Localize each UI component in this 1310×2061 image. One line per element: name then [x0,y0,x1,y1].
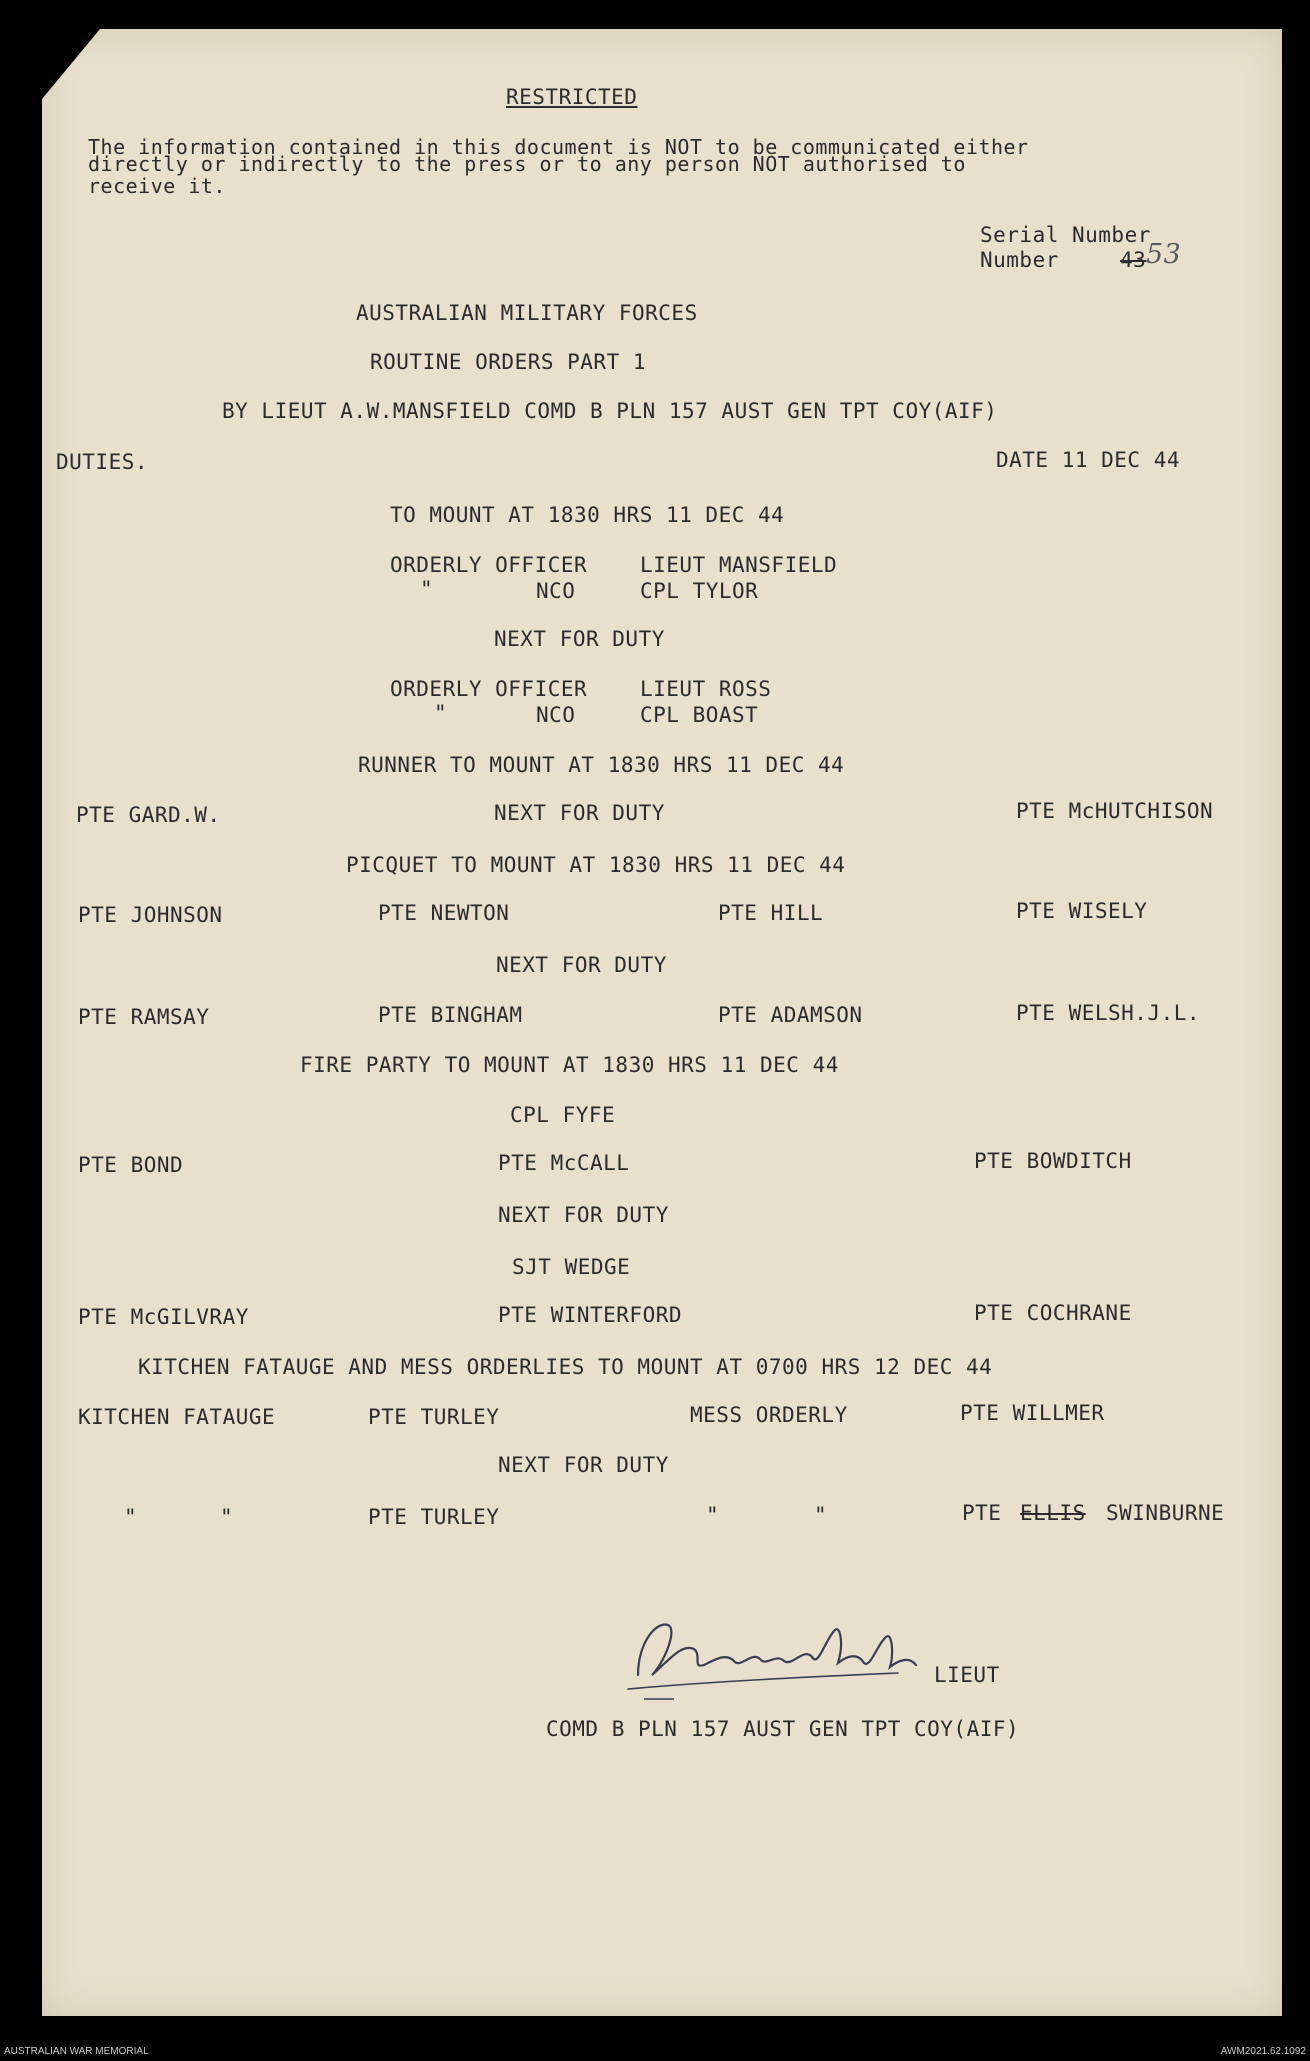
next-orderly-officer-name: LIEUT ROSS [640,677,772,701]
picquet-member: PTE WISELY [1016,899,1148,923]
footer-right: AWM2021.62.1092 [1220,2046,1306,2057]
handwritten-signature [608,1603,958,1703]
fire-party-member: PTE BOND [78,1153,184,1177]
next-mess-struck-name: ELLIS [1020,1501,1086,1525]
kitchen-fatauge-label: KITCHEN FATAUGE [78,1405,276,1429]
picquet-member: PTE JOHNSON [78,903,223,927]
orderly-officer-name: LIEUT MANSFIELD [640,553,838,577]
fire-party-next-member: PTE McGILVRAY [78,1305,249,1329]
serial-struck-value: 43 [1120,248,1147,272]
picquet-member: PTE NEWTON [378,901,510,925]
fire-party-next-member: PTE COCHRANE [974,1301,1132,1325]
mess-orderly-label: MESS ORDERLY [690,1403,848,1427]
picquet-next-member: PTE RAMSAY [78,1005,210,1029]
fire-party-member: PTE BOWDITCH [974,1149,1132,1173]
picquet-next-member: PTE WELSH.J.L. [1016,1001,1201,1025]
nco-name: CPL TYLOR [640,579,759,603]
ditto-mark: " [420,577,434,601]
kitchen-heading: KITCHEN FATAUGE AND MESS ORDERLIES TO MOUNT AT 0700 HRS 12 DEC 44 [138,1355,993,1379]
kitchen-fatauge-name: PTE TURLEY [368,1405,500,1429]
runner-next-label: NEXT FOR DUTY [494,801,665,825]
next-mess-prefix: PTE [962,1501,1002,1525]
kitchen-next-fatauge-name: PTE TURLEY [368,1505,500,1529]
notice-line-1: The information contained in this document is NOT to be communicated either [88,135,1029,159]
kitchen-ditto: " [124,1505,138,1529]
notice-line-2: directly or indirectly to the press or to any person NOT authorised to [88,152,966,176]
runner-heading: RUNNER TO MOUNT AT 1830 HRS 11 DEC 44 [358,753,845,777]
folded-corner [42,29,100,99]
picquet-next-member: PTE ADAMSON [718,1003,863,1027]
picquet-member: PTE HILL [718,901,824,925]
picquet-next-label: NEXT FOR DUTY [496,953,667,977]
document-sheet [42,29,1282,2016]
mount-line: TO MOUNT AT 1830 HRS 11 DEC 44 [390,503,785,527]
number-label: Number [980,248,1059,272]
footer-left: AUSTRALIAN WAR MEMORIAL [4,2046,149,2057]
next-orderly-officer-label: ORDERLY OFFICER [390,677,588,701]
title-line-2: ROUTINE ORDERS PART 1 [370,350,647,374]
mess-ditto: " [814,1503,828,1527]
fire-party-next-member: PTE WINTERFORD [498,1303,683,1327]
kitchen-ditto: " [220,1505,234,1529]
restricted-heading: RESTRICTED [506,85,638,109]
notice-line-3: receive it. [88,174,226,198]
nco-label: NCO [536,579,576,603]
fire-party-next-label: NEXT FOR DUTY [498,1203,669,1227]
next-mess-name: SWINBURNE [1106,1501,1225,1525]
next-ditto-mark: " [434,701,448,725]
duties-label: DUTIES. [56,450,149,474]
fire-party-member: PTE McCALL [498,1151,630,1175]
orderly-officer-label: ORDERLY OFFICER [390,553,588,577]
mess-orderly-name: PTE WILLMER [960,1401,1105,1425]
serial-handwritten-value: 53 [1146,239,1182,270]
next-for-duty-1: NEXT FOR DUTY [494,627,665,651]
fire-party-heading: FIRE PARTY TO MOUNT AT 1830 HRS 11 DEC 44 [300,1053,839,1077]
signature-rank: LIEUT [934,1663,1000,1687]
kitchen-next-label: NEXT FOR DUTY [498,1453,669,1477]
next-nco-name: CPL BOAST [640,703,759,727]
runner-next: PTE McHUTCHISON [1016,799,1214,823]
duties-date: DATE 11 DEC 44 [996,448,1181,472]
fire-party-nco: CPL FYFE [510,1103,616,1127]
picquet-next-member: PTE BINGHAM [378,1003,523,1027]
fire-party-next-nco: SJT WEDGE [512,1255,631,1279]
runner-current: PTE GARD.W. [76,803,221,827]
picquet-heading: PICQUET TO MOUNT AT 1830 HRS 11 DEC 44 [346,853,846,877]
title-line-1: AUSTRALIAN MILITARY FORCES [356,301,698,325]
signature-appointment: COMD B PLN 157 AUST GEN TPT COY(AIF) [546,1717,1020,1741]
title-line-3: BY LIEUT A.W.MANSFIELD COMD B PLN 157 AUST GEN TPT COY(AIF) [222,399,998,423]
serial-label: Serial Number [980,223,1151,247]
mess-ditto: " [706,1503,720,1527]
next-nco-label: NCO [536,703,576,727]
